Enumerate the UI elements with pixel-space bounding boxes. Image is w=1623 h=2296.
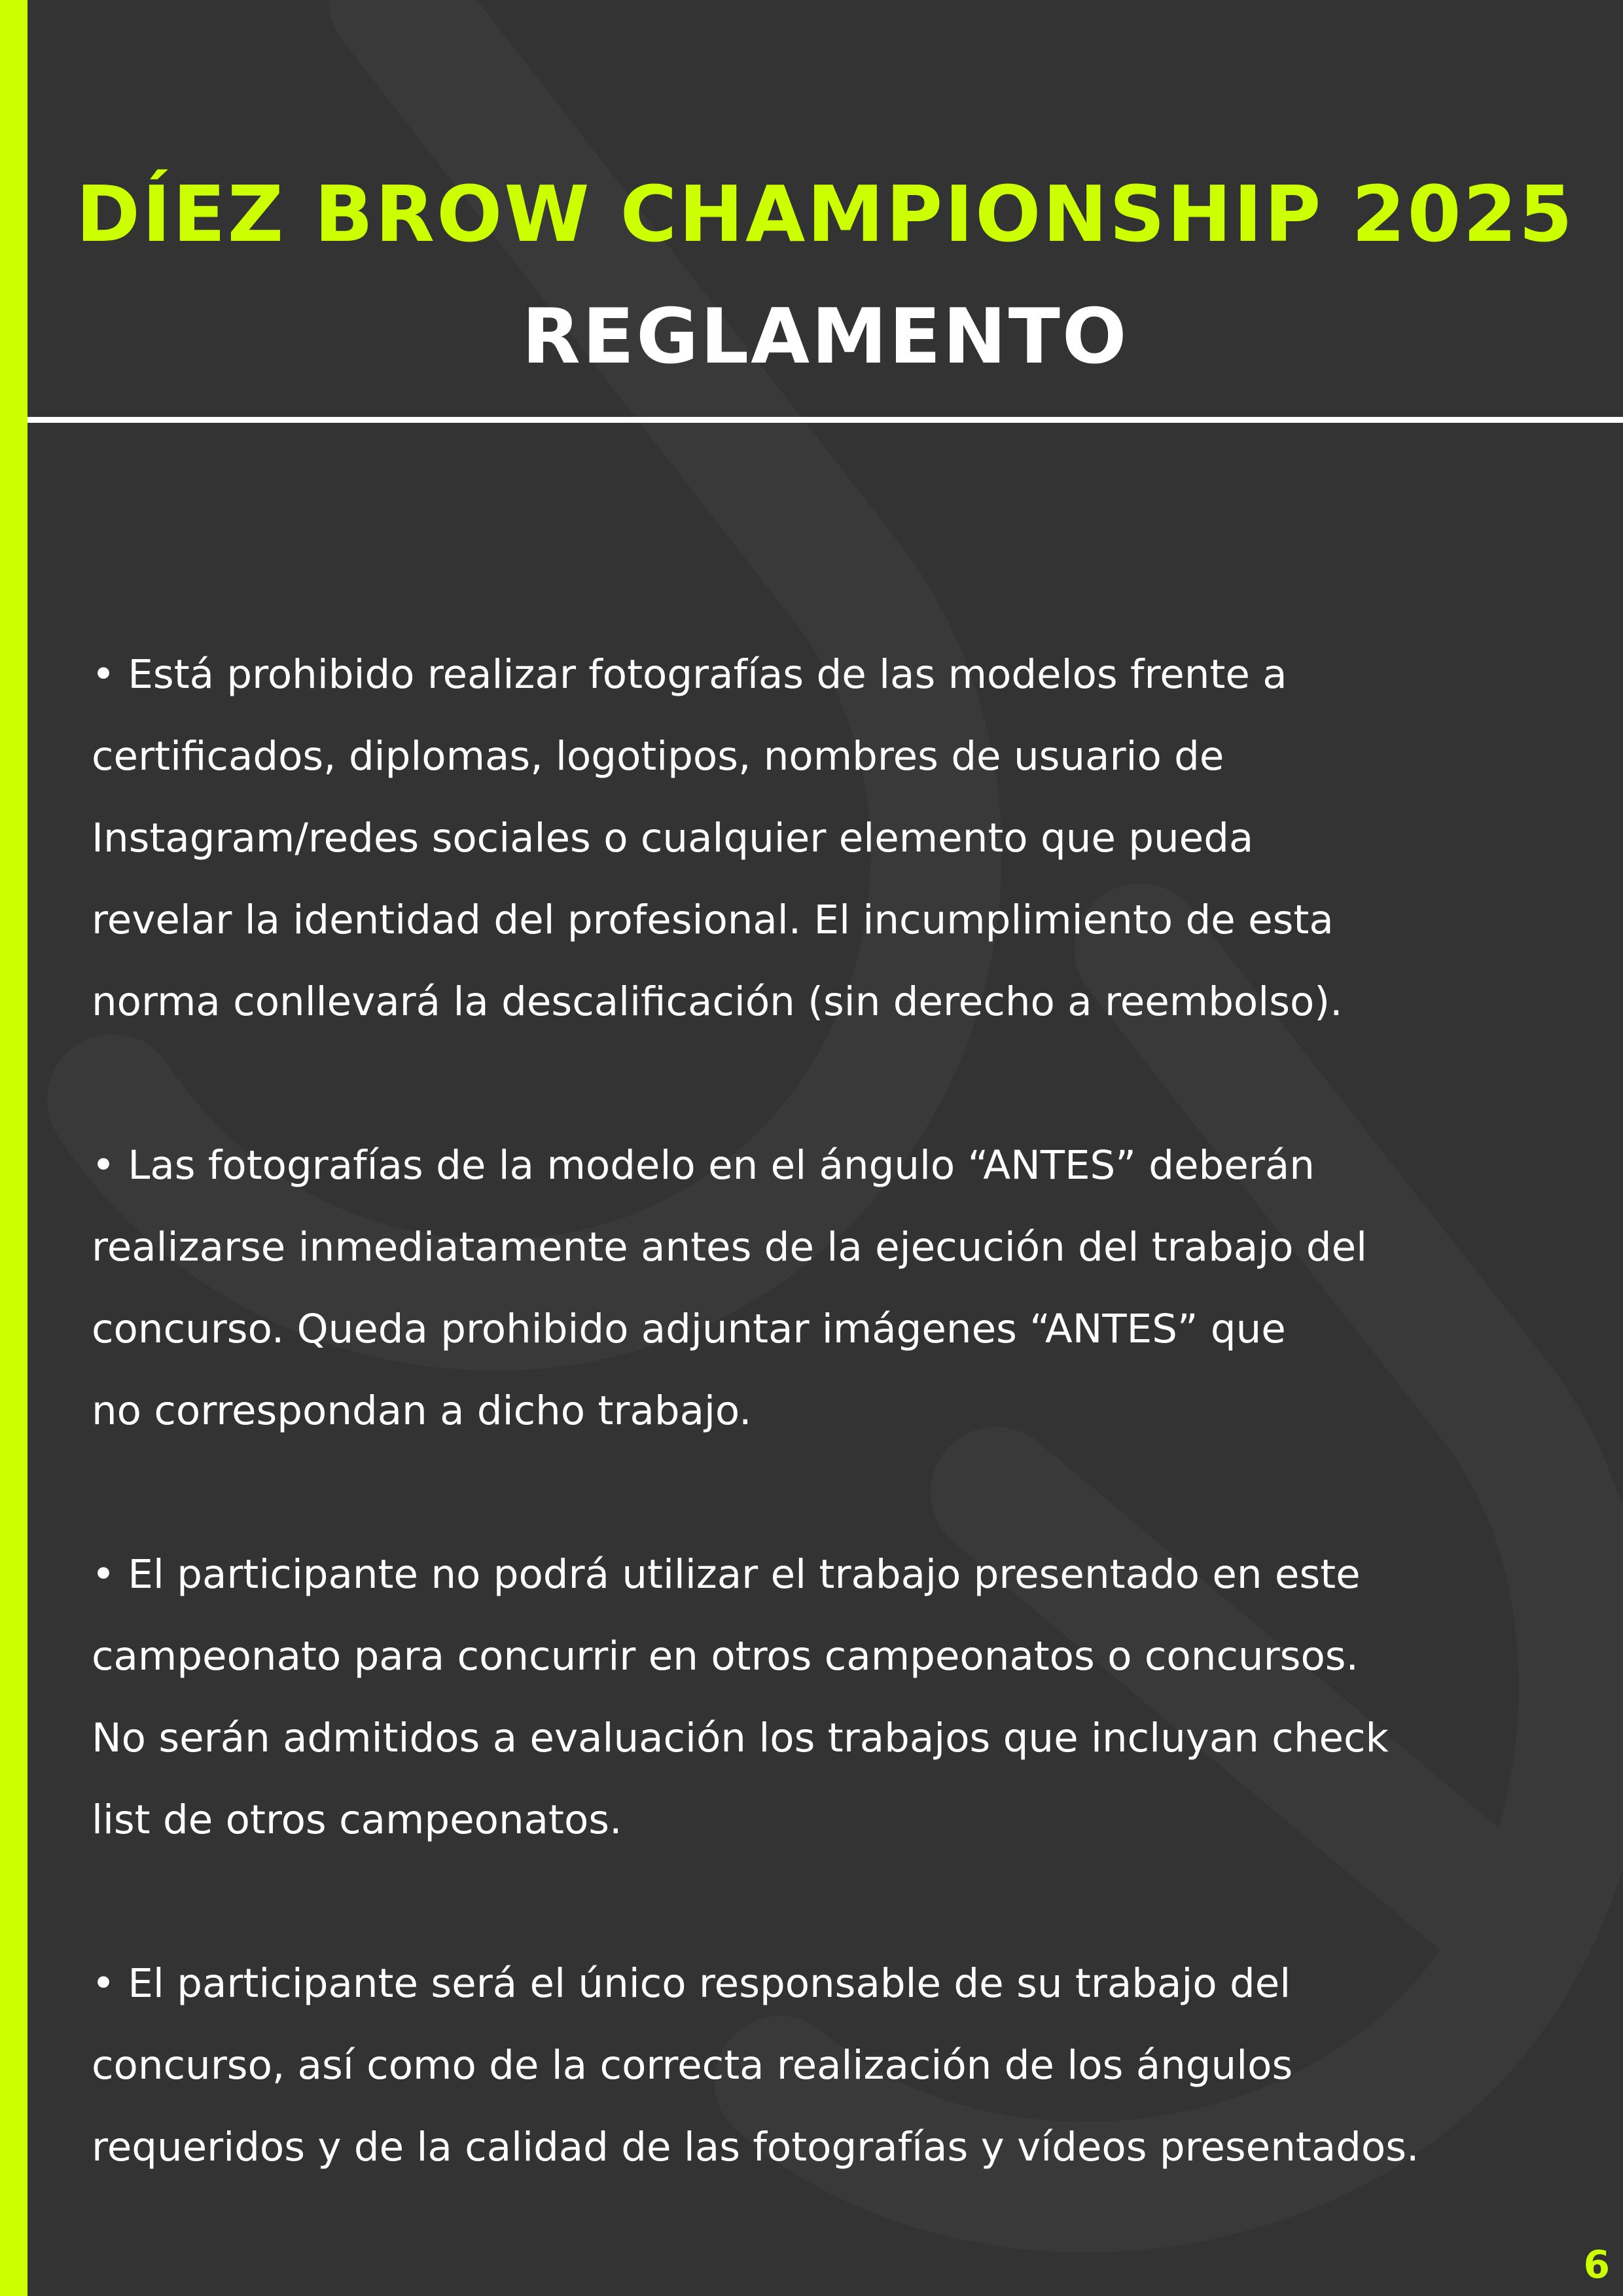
rule-line: campeonato para concurrir en otros campeonatos o concursos. (92, 1633, 1359, 1679)
rule-item (92, 1943, 1597, 2188)
rule-line: • Las fotografías de la modelo en el ángulo “ANTES” deberán (92, 1142, 1315, 1189)
rule-line: requeridos y de la calidad de las fotografías y vídeos presentados. (92, 2124, 1419, 2170)
page-number: 6 (1583, 2242, 1610, 2287)
rule-line: list de otros campeonatos. (92, 1797, 622, 1843)
rule-line: revelar la identidad del profesional. El incumplimiento de esta (92, 897, 1334, 943)
rule-line: concurso. Queda prohibido adjuntar imágenes “ANTES” que (92, 1306, 1286, 1352)
rule-line: • El participante no podrá utilizar el trabajo presentado en este (92, 1551, 1361, 1598)
header-divider (27, 417, 1623, 423)
page-title: DÍEZ BROW CHAMPIONSHIP 2025 (76, 169, 1575, 259)
rule-line: realizarse inmediatamente antes de la ejecución del trabajo del (92, 1224, 1368, 1270)
rule-item (92, 634, 1597, 1043)
rule-item (92, 1124, 1597, 1452)
rule-item (92, 1534, 1597, 1861)
rule-line: No serán admitidos a evaluación los trabajos que incluyan check (92, 1715, 1389, 1761)
rule-line: norma conllevará la descalificación (sin derecho a reembolso). (92, 978, 1343, 1025)
rule-line: certificados, diplomas, logotipos, nombres de usuario de (92, 733, 1224, 780)
rule-line: • Está prohibido realizar fotografías de las modelos frente a (92, 651, 1287, 698)
rule-line: • El participante será el único responsable de su trabajo del (92, 1960, 1291, 2007)
rule-line: no correspondan a dicho trabajo. (92, 1388, 752, 1434)
left-accent-bar (0, 0, 27, 2296)
rules-list (92, 634, 1597, 2270)
rule-line: Instagram/redes sociales o cualquier elemento que pueda (92, 815, 1254, 861)
page-subtitle: REGLAMENTO (522, 293, 1129, 381)
rule-line: concurso, así como de la correcta realización de los ángulos (92, 2042, 1293, 2089)
